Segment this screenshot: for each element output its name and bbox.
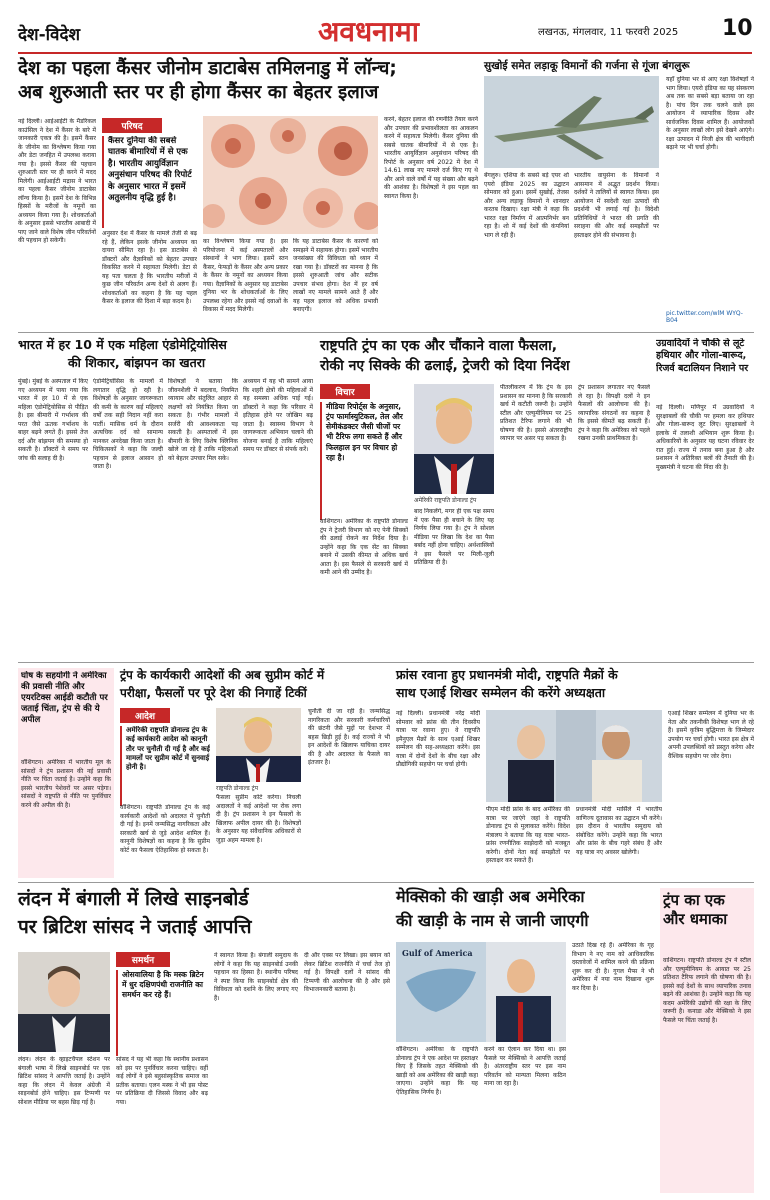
section-label: देश-विदेश: [18, 25, 81, 45]
court-side-body: वॉशिंगटन। अमेरिका में भारतीय मूल के सांसदों ने ट्रंप प्रशासन की नई प्रवासी नीति पर चिंता जताई है। उन्होंने कहा कि इससे भारतीय पेशेवरों पर असर पड़ेगा। सांसदों ने राष्ट्रपति से नीति पर पुनर्विचार करने की अपील की है।: [21, 759, 111, 809]
cancer-story: [18, 58, 478, 328]
dateline: लखनऊ, मंगलवार, 11 फरवरी 2025: [538, 27, 679, 38]
cancer-headline-line1: देश का पहला कैंसर जीनोम डाटाबेस तमिलनाडु में लॉन्च;: [18, 58, 397, 79]
blast-headline: ट्रंप का एक और धमाका: [663, 891, 728, 928]
endometriosis-headline-line2: की शिकार, बांझपन का खतरा: [68, 355, 206, 370]
court-box-text: अमेरिकी राष्ट्रपति डोनाल्ड ट्रंप के कई कार्यकारी आदेश को कानूनी तौर पर चुनौती दी गई है और कई मामलों पर सुप्रीम कोर्ट में सुनवाई होनी है।: [120, 726, 210, 806]
london-headline-line2: पर ब्रिटिश सांसद ने जताई आपत्ति: [18, 916, 252, 938]
court-headline-line1: ट्रंप के कार्यकारी आदेशों की अब सुप्रीम कोर्ट में: [120, 668, 325, 682]
trump-coin-col4: ट्रंप प्रशासन लगातार नए फैसले ले रहा है। विपक्षी दलों ने इन फैसलों की आलोचना की है। व्यापारिक संगठनों का कहना है कि इससे कीमतें बढ़ सकती हैं। ट्रंप ने कहा कि अमेरिका को पहले रखना उनकी प्राथमिकता है।: [578, 384, 650, 443]
trump-coin-caption: अमेरिकी राष्ट्रपति डोनाल्ड ट्रंप: [414, 497, 477, 504]
court-col2: फैसला सुप्रीम कोर्ट करेगा। निचली अदालतों ने कई आदेशों पर रोक लगा दी है। ट्रंप प्रशासन ने इन फैसलों के खिलाफ अपील दायर की है। विशेषज्ञों के अनुसार यह संवैधानिक अधिकारों से जुड़ा अहम मामला है।: [216, 794, 301, 844]
bengaluru-story: [484, 58, 754, 328]
trump-coin-headline-line2: रोकी नए सिक्के की ढलाई, ट्रेजरी को दिया निर्देश: [320, 358, 570, 374]
court-side-story: [18, 668, 114, 878]
london-col1: लंदन। लंदन के व्हाइटचैपल स्टेशन पर बंगाली भाषा में लिखे साइनबोर्ड पर एक ब्रिटिश सांसद ने आपत्ति जताई है। उन्होंने कहा कि लंदन में केवल अंग्रेजी में साइनबोर्ड होने चाहिए। इस टिप्पणी पर सोशल मीडिया पर बहस छिड़ गई है।: [18, 1056, 110, 1106]
court-col1: वॉशिंगटन। राष्ट्रपति डोनाल्ड ट्रंप के कई कार्यकारी आदेशों को अदालत में चुनौती दी गई है। इनमें जन्मसिद्ध नागरिकता और सरकारी खर्च से जुड़े आदेश शामिल हैं। कानूनी विशेषज्ञों का कहना है कि सुप्रीम कोर्ट का फैसला ऐतिहासिक हो सकता है।: [120, 804, 210, 854]
court-story: [120, 668, 390, 878]
modi-macron-photo: [486, 710, 662, 802]
court-box-tag: आदेश: [120, 708, 170, 723]
bengaluru-twitter-link[interactable]: pic.twitter.com/wlM WYQ-B04: [666, 310, 743, 324]
manipur-headline: उग्रवादियों ने चौकी से लूटे हथियार और गोला-बारूद, रिजर्व बटालियन निशाने पर: [656, 338, 749, 374]
endometriosis-col1: मुंबई। मुंबई के अस्पताल में किए गए अध्ययन में पाया गया कि भारत में हर 10 में से एक महिला एंडोमेट्रियोसिस से पीड़ित है। इस बीमारी में गर्भाशय की परत जैसे ऊतक गर्भाशय के बाहर बढ़ने लगते हैं। इससे तेज दर्द और बांझपन की समस्या हो सकती है। डॉक्टरों ने समय पर जांच की सलाह दी है।: [18, 378, 88, 462]
endometriosis-col3: विशेषज्ञों ने बताया कि जीवनशैली में बदलाव, नियमित व्यायाम और संतुलित आहार से लक्षणों को नियंत्रित किया जा सकता है। गंभीर मामलों में सर्जरी की आवश्यकता पड़ सकती है। अस्पतालों में इस बीमारी के लिए विशेष क्लिनिक खोले जा रहे हैं ताकि महिलाओं को बेहतर उपचार मिल सके।: [168, 378, 238, 462]
endometriosis-story: [18, 338, 314, 658]
london-story: [18, 888, 390, 1193]
court-side-headline: घोष के सहयोगी ने अमेरिका की प्रवासी नीति और एयरटिक्स आईडी कटौती पर जताई चिंता, ट्रंप से की ये अपील: [21, 671, 108, 726]
endometriosis-col2: एंडोमेट्रियोसिस के मामलों में लगातार वृद्धि हो रही है। विशेषज्ञों के अनुसार जागरूकता की कमी के कारण कई महिलाएं वर्षों तक सही निदान नहीं करा पातीं। मासिक धर्म के दौरान अत्यधिक दर्द को सामान्य मानकर अनदेखा किया जाता है। चिकित्सकों ने कहा कि जल्दी पहचान से इलाज आसान हो जाता है।: [93, 378, 163, 471]
mexico-col3: उठाते दिख रहे हैं। अमेरिका के गृह विभाग ने नए नाम को आधिकारिक दस्तावेजों में शामिल करने की प्रक्रिया शुरू कर दी है। गूगल मैप्स ने भी अमेरिका में नया नाम दिखाना शुरू कर दिया है।: [572, 942, 654, 992]
trump-coin-col3: पीतलीकरण में कि ट्रंप के इस प्रशासन का मानना है कि सरकारी खर्च में कटौती जरूरी है। उन्होंने स्टील और एल्युमीनियम पर 25 प्रतिशत टैरिफ लगाने की भी घोषणा की है। इससे अंतरराष्ट्रीय व्यापार पर असर पड़ सकता है।: [500, 384, 572, 443]
cancer-box-text: कैंसर दुनिया की सबसे घातक बीमारियों में से एक है। भारतीय आयुर्विज्ञान अनुसंधान परिषद की रिपोर्ट के अनुसार भारत में इसमें अतुलनीय वृद्धि हुई है।: [102, 136, 197, 228]
manipur-body: नई दिल्ली। मणिपुर में उग्रवादियों ने सुरक्षाबलों की चौकी पर हमला कर हथियार और गोला-बारूद लूट लिए। सुरक्षाबलों ने इलाके में तलाशी अभियान शुरू किया है। अधिकारियों के अनुसार यह घटना रविवार देर रात हुई। राज्य में तनाव बना हुआ है और प्रशासन ने अतिरिक्त बलों की तैनाती की है। मुख्यमंत्री ने घटना की निंदा की है।: [656, 404, 754, 471]
london-headline-line1: लंदन में बंगाली में लिखे साइनबोर्ड: [18, 888, 249, 910]
trump-coin-col2: बाद निकलेंगे, मगर ही एक पक्ष समय में एक पैसा ही बचाने के लिए यह निर्णय लिया गया है। ट्रंप ने सोशल मीडिया पर लिखा कि देश का पैसा बर्बाद नहीं होना चाहिए। अर्थशास्त्रियों ने इस फैसले पर मिली-जुली प्रतिक्रिया दी है।: [414, 508, 494, 567]
cancer-highlight-box: [102, 118, 197, 226]
london-col2: सांसद ने यह भी कहा कि स्थानीय प्रशासन को इस पर पुनर्विचार करना चाहिए। वहीं कई लोगों ने इसे बहुसांस्कृतिक समाज का प्रतीक बताया। एलन मस्क ने भी इस पोस्ट पर प्रतिक्रिया दी जिससे विवाद और बढ़ गया।: [116, 1056, 208, 1106]
trump-coin-col1: वाशिंगटन। अमेरिका के राष्ट्रपति डोनाल्ड ट्रंप ने ट्रेजरी विभाग को नए पेनी सिक्कों की ढलाई रोकने का निर्देश दिया है। उन्होंने कहा कि एक सेंट का सिक्का बनाने में उसकी कीमत से अधिक खर्च आता है। इस फैसले से सरकारी खर्च में कमी आने की उम्मीद है।: [320, 518, 408, 577]
modi-story: [396, 668, 754, 878]
bengaluru-col3: यहाँ दुनिया भर से आए रक्षा विशेषज्ञों ने भाग लिया। एयरो इंडिया का यह संस्करण अब तक का सबसे बड़ा बताया जा रहा है। पांच दिन तक चलने वाले इस आयोजन में व्यापारिक दिवस और सार्वजनिक दिवस शामिल हैं। आयोजकों के अनुसार लाखों लोग इसे देखने आएंगे। रक्षा उत्पादन में निजी क्षेत्र की भागीदारी बढ़ाने पर भी चर्चा होगी।: [666, 76, 754, 152]
cancer-col3: का विश्लेषण किया गया है। इस परियोजना में कई अस्पतालों और संस्थानों ने भाग लिया। इसमें स्तन कैंसर, फेफड़ों के कैंसर और अन्य प्रकार के कैंसर के नमूनों का अध्ययन किया गया। वैज्ञानिकों के अनुसार यह डाटाबेस दुनिया भर के शोधकर्ताओं के लिए उपलब्ध रहेगा और इससे नई दवाओं के विकास में मदद मिलेगी।: [203, 238, 288, 314]
trump-coin-box-text: मीडिया रिपोर्ट्स के अनुसार, ट्रंप फार्मास्युटिकल, तेल और सेमीकंडक्टर जैसी चीजों पर भी टैरिफ लगा सकते हैं और फिलहाल इन पर विचार हो रहा है।: [320, 402, 408, 520]
london-box-text: ओसवालिया है कि मस्क ब्रिटेन में धुर दक्षिणपंथी राजनीति का समर्थन कर रहे हैं।: [116, 970, 208, 1056]
mexico-photo-label: Gulf of America: [402, 948, 473, 958]
modi-col1: नई दिल्ली। प्रधानमंत्री नरेंद्र मोदी सोमवार को फ्रांस की तीन दिवसीय यात्रा पर रवाना हुए। वे राष्ट्रपति इमैनुएल मैक्रों के साथ एआई शिखर सम्मेलन की सह-अध्यक्षता करेंगे। इस यात्रा में दोनों देशों के बीच रक्षा और प्रौद्योगिकी सहयोग पर चर्चा होगी।: [396, 710, 480, 769]
cancer-col1: नई दिल्ली। आईआईटी के मैडरिकल काउंसिल ने देश में कैंसर के बारे में जानकारी एकत्र की है। इसमें कैंसर के जीनोम का विश्लेषण किया गया और डेटा जनहित में उपलब्ध कराया गया है। इससे कैंसर की पहचान शुरुआती स्तर पर ही करने में मदद मिलेगी। आईआईटी मद्रास ने भारत का पहला कैंसर जीनोम डाटाबेस लॉन्च किया है। इसमें देश के विभिन्न हिस्सों के मरीजों के नमूनों का अध्ययन किया गया है। शोधकर्ताओं के अनुसार इससे भारतीय आबादी में पाए जाने वाले विशेष जीन परिवर्तनों की पहचान हो सकेगी।: [18, 118, 96, 245]
modi-col2: पीएम मोदी फ्रांस के बाद अमेरिका की यात्रा पर जाएंगे जहां वे राष्ट्रपति डोनाल्ड ट्रंप से मुलाकात करेंगे। विदेश मंत्रालय ने बताया कि यह यात्रा भारत-फ्रांस रणनीतिक साझेदारी को मजबूत करेगी। दोनों नेता कई समझौतों पर हस्ताक्षर कर सकते हैं।: [486, 806, 570, 865]
mexico-col2: करने का ऐलान कर दिया था। इस फैसले पर मेक्सिको ने आपत्ति जताई है। अंतरराष्ट्रीय स्तर पर इस नाम परिवर्तन को मान्यता मिलना कठिन माना जा रहा है।: [484, 1046, 566, 1088]
london-photo: [18, 952, 110, 1052]
newspaper-logo: अवधनामा: [318, 15, 419, 48]
bengaluru-col1: बेंगलुरु। एशिया के सबसे बड़े एयर शो एयरो इंडिया 2025 का उद्घाटन सोमवार को हुआ। इसमें सुखोई, तेजस और अन्य लड़ाकू विमानों ने शानदार करतब दिखाए। रक्षा मंत्री ने कहा कि भारत रक्षा निर्माण में आत्मनिर्भर बन रहा है। शो में कई देशों की कंपनियां भाग ले रही हैं।: [484, 172, 569, 239]
cancer-col5: करने, बेहतर इलाज की रणनीति तैयार करने और उपचार की प्रभावशीलता का आकलन करने में सहायता मिलेगी। कैंसर दुनिया की सबसे घातक बीमारियों में से एक है। भारतीय आयुर्विज्ञान अनुसंधान परिषद की रिपोर्ट के अनुसार वर्ष 2022 में देश में 14.61 लाख नए मामले दर्ज किए गए थे और आने वाले वर्षों में यह संख्या और बढ़ने की आशंका है। विशेषज्ञों ने इस पहल का स्वागत किया है।: [384, 116, 478, 200]
trump-coin-headline-line1: राष्ट्रपति ट्रंप का एक और चौंकाने वाला फैसला,: [320, 338, 558, 354]
blast-body: वाशिंगटन। राष्ट्रपति डोनाल्ड ट्रंप ने स्टील और एल्युमीनियम के आयात पर 25 प्रतिशत टैरिफ लगाने की घोषणा की है। इससे कई देशों के साथ व्यापारिक तनाव बढ़ने की आशंका है। उन्होंने कहा कि यह कदम अमेरिकी उद्योगों की रक्षा के लिए जरूरी है। कनाडा और मेक्सिको ने इस फैसले पर चिंता जताई है।: [663, 957, 751, 1024]
london-box-tag: समर्थन: [116, 952, 170, 967]
masthead: [18, 8, 752, 54]
modi-col4: एआई शिखर सम्मेलन में दुनिया भर के नेता और तकनीकी विशेषज्ञ भाग ले रहे हैं। इसमें कृत्रिम बुद्धिमत्ता के जिम्मेदार उपयोग पर चर्चा होगी। भारत इस क्षेत्र में अपनी उपलब्धियों को प्रस्तुत करेगा और वैश्विक सहयोग पर जोर देगा।: [668, 710, 754, 760]
court-col3: चुनौती दी जा रही है। जन्मसिद्ध नागरिकता और सरकारी कर्मचारियों की छंटनी जैसे मुद्दों पर देशभर में बहस छिड़ी हुई है। कई राज्यों ने भी इन आदेशों के खिलाफ याचिका दायर की है और अदालत के फैसले का इंतजार है।: [308, 708, 390, 767]
london-highlight-box: [116, 952, 208, 1052]
page-number: 10: [722, 16, 753, 41]
cancer-box-tag: परिषद: [102, 118, 162, 133]
court-highlight-box: [120, 708, 210, 800]
cancer-col2: अनुसार देश में कैंसर के मामले तेजी से बढ़ रहे हैं, लेकिन इसके जीनोम अध्ययन का दायरा सीमित रहा है। इस डाटाबेस से डॉक्टरों और वैज्ञानिकों को बेहतर उपचार विकसित करने में सहायता मिलेगी। डेटा से यह पता चलता है कि भारतीय मरीजों में कुछ जीन परिवर्तन अन्य देशों से अलग हैं। शोधकर्ताओं का कहना है कि यह पहल कैंसर के इलाज की दिशा में बड़ा कदम है।: [102, 230, 197, 306]
modi-headline-line2: साथ एआई शिखर सम्मेलन की करेंगे अध्यक्षता: [396, 685, 606, 700]
endometriosis-headline-line1: भारत में हर 10 में एक महिला एंडोमेट्रियोसिस: [18, 337, 227, 352]
blast-story: [660, 888, 754, 1193]
court-headline-line2: परीक्षा, फैसलों पर पूरे देश की निगाहें टिकीं: [120, 686, 307, 700]
modi-col3: प्रधानमंत्री मोदी मार्सिले में भारतीय वाणिज्य दूतावास का उद्घाटन भी करेंगे। इस दौरान वे भारतीय समुदाय को संबोधित करेंगे। उन्होंने कहा कि भारत और फ्रांस के बीच गहरे संबंध हैं और यह यात्रा नए अवसर खोलेगी।: [576, 806, 662, 856]
endometriosis-col4: अध्ययन में यह भी सामने आया कि शहरी क्षेत्रों की महिलाओं में यह समस्या अधिक पाई गई। डॉक्टरों ने कहा कि परिवार में इतिहास होने पर जोखिम बढ़ जाता है। स्वास्थ्य विभाग ने जागरूकता अभियान चलाने की योजना बनाई है ताकि महिलाएं समय पर डॉक्टर से संपर्क करें।: [243, 378, 313, 454]
london-col3: ने स्वागत किया है। बंगाली समुदाय के लोगों ने कहा कि यह साइनबोर्ड उनकी पहचान का हिस्सा है। स्थानीय परिषद ने स्पष्ट किया कि साइनबोर्ड क्षेत्र की विविधता को दर्शाने के लिए लगाए गए हैं।: [214, 952, 298, 1002]
mexico-headline-line1: मेक्सिको की खाड़ी अब अमेरिका: [396, 887, 585, 906]
modi-headline-line1: फ्रांस रवाना हुए प्रधानमंत्री मोदी, राष्ट्रपति मैक्रों के: [396, 667, 618, 682]
mexico-col1: वॉशिंगटन। अमेरिका के राष्ट्रपति डोनाल्ड ट्रंप ने एक आदेश पर हस्ताक्षर किए हैं जिसके तहत मेक्सिको की खाड़ी को अब अमेरिका की खाड़ी कहा जाएगा। उन्होंने कहा कि यह ऐतिहासिक निर्णय है।: [396, 1046, 478, 1096]
airshow-photo: [484, 76, 659, 168]
mexico-story: [396, 888, 654, 1193]
court-photo: [216, 708, 301, 782]
cancer-headline-line2: अब शुरुआती स्तर पर ही होगा कैंसर का बेहतर इलाज: [18, 82, 379, 103]
trump-coin-highlight-box: [320, 384, 408, 514]
cancer-col4: कि यह डाटाबेस कैंसर के कारणों को समझने में सहायक होगा। इसमें भारतीय जनसंख्या की विविधता को ध्यान में रखा गया है। डॉक्टरों का मानना है कि इससे शुरुआती जांच और सटीक उपचार संभव होगा। देश में हर वर्ष लाखों नए मामले सामने आते हैं और यह पहल इलाज को अधिक प्रभावी बनाएगी।: [293, 238, 378, 314]
trump-coin-story: [320, 338, 650, 658]
london-col4: दी और एक्स पर लिखा। इस बयान को लेकर ब्रिटिश राजनीति में चर्चा तेज हो गई है। विपक्षी दलों ने सांसद की टिप्पणी की आलोचना की है और इसे विभाजनकारी बताया है।: [304, 952, 390, 994]
trump-coin-photo: [414, 384, 494, 494]
manipur-story: [656, 338, 754, 658]
cancer-cells-photo: [203, 116, 378, 234]
bengaluru-col2: भारतीय वायुसेना के विमानों ने आसमान में अद्भुत प्रदर्शन किया। दर्शकों ने तालियों से स्वागत किया। इस आयोजन में स्वदेशी रक्षा उत्पादों की प्रदर्शनी भी लगाई गई है। विदेशी प्रतिनिधियों ने भारत की प्रगति की सराहना की और कई समझौतों पर हस्ताक्षर होने की संभावना है।: [574, 172, 659, 239]
trump-coin-box-tag: विचार: [320, 384, 370, 399]
court-caption: राष्ट्रपति डोनाल्ड ट्रंप: [216, 785, 258, 792]
bengaluru-headline: सुखोई समेत लड़ाकू विमानों की गर्जना से गूंजा बंगलुरू: [484, 60, 690, 72]
mexico-headline-line2: की खाड़ी के नाम से जानी जाएगी: [396, 911, 589, 930]
